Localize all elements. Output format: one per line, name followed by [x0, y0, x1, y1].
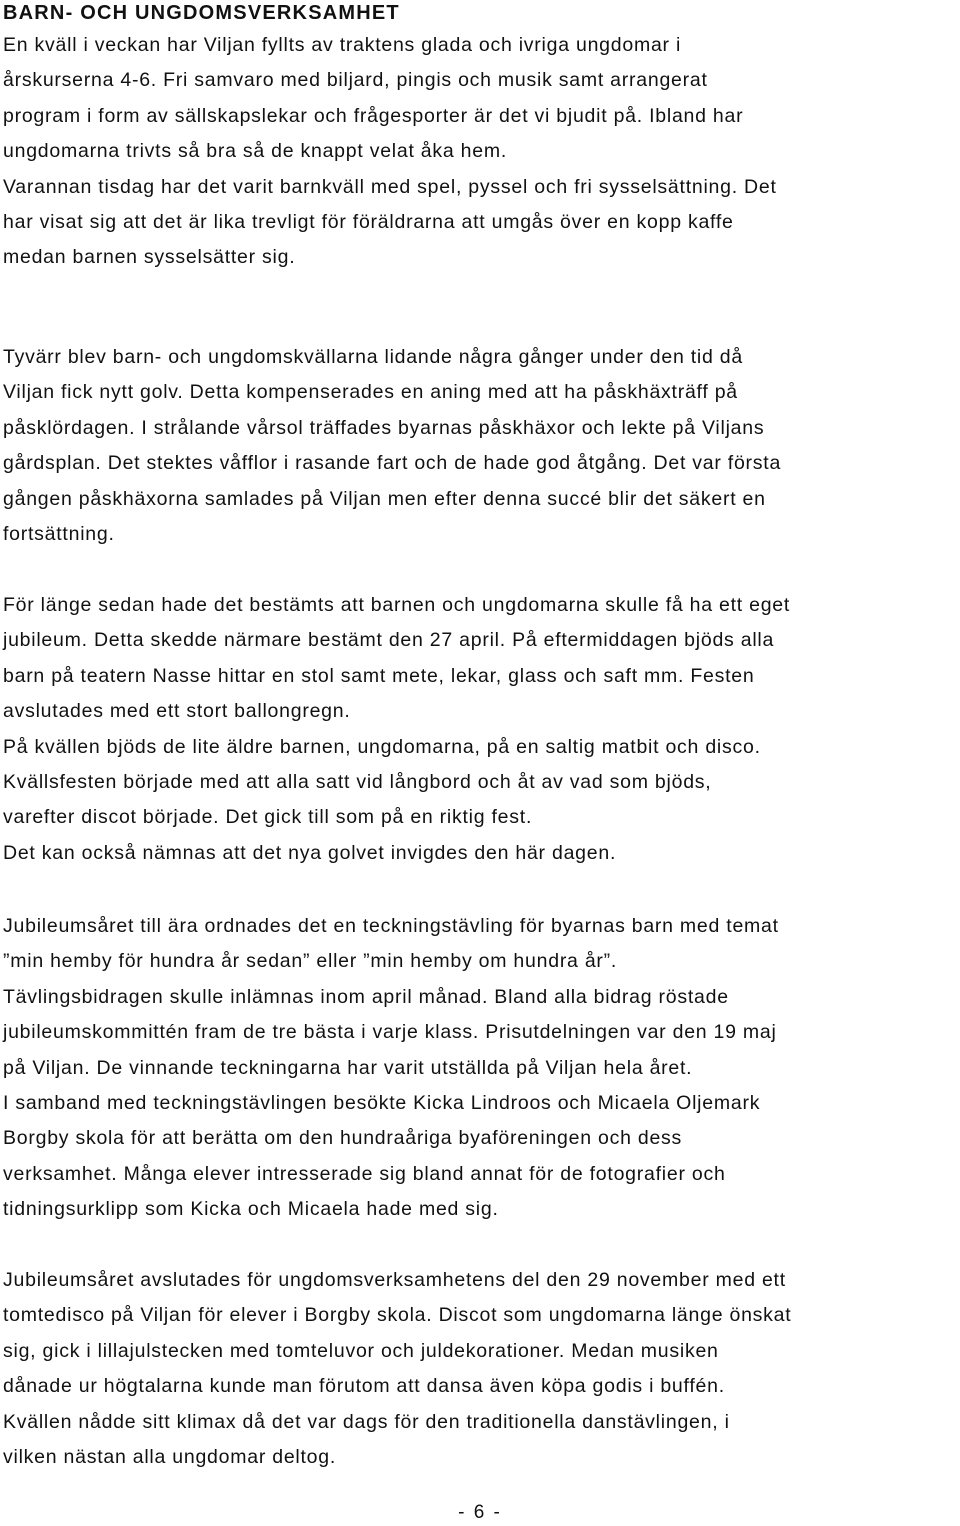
- paragraph-line: verksamhet. Många elever intresserade sig bland annat för de fotografier och: [3, 1162, 726, 1185]
- paragraph-line: Tävlingsbidragen skulle inlämnas inom april månad. Bland alla bidrag röstade: [3, 985, 729, 1008]
- paragraph-5: [3, 1263, 959, 1475]
- paragraph-line: jubileum. Detta skedde närmare bestämt den 27 april. På eftermiddagen bjöds alla: [3, 629, 775, 652]
- paragraph-line: har visat sig att det är lika trevligt för föräldrarna att umgås över en kopp kaffe: [3, 210, 734, 233]
- paragraph-4: [3, 909, 959, 1228]
- paragraph-line: jubileumskommittén fram de tre bästa i varje klass. Prisutdelningen var den 19 maj: [3, 1021, 777, 1044]
- paragraph-line: På kvällen bjöds de lite äldre barnen, ungdomarna, på en saltig matbit och disco.: [3, 735, 761, 758]
- paragraph-line: program i form av sällskapslekar och frågesporter är det vi bjudit på. Ibland har: [3, 104, 744, 127]
- paragraph-line: Kvällsfesten började med att alla satt vid långbord och åt av vad som bjöds,: [3, 770, 712, 793]
- paragraph-line: på Viljan. De vinnande teckningarna har varit utställda på Viljan hela året.: [3, 1056, 693, 1079]
- paragraph-line: För länge sedan hade det bestämts att barnen och ungdomarna skulle få ha ett eget: [3, 594, 791, 616]
- paragraph-line: påsklördagen. I strålande vårsol träffades byarnas påskhäxor och lekte på Viljans: [3, 416, 765, 439]
- paragraph-line: I samband med teckningstävlingen besökte Kicka Lindroos och Micaela Oljemark: [3, 1091, 761, 1114]
- paragraph-line: Det kan också nämnas att det nya golvet invigdes den här dagen.: [3, 841, 617, 864]
- paragraph-line: avslutades med ett stort ballongregn.: [3, 700, 351, 723]
- paragraph-line: sig, gick i lillajulstecken med tomteluvor och juldekorationer. Medan musiken: [3, 1339, 719, 1362]
- paragraph-line: Jubileumsåret till ära ordnades det en teckningstävling för byarnas barn med temat: [3, 915, 779, 937]
- paragraph-3: [3, 588, 959, 871]
- page-heading: BARN- OCH UNGDOMSVERKSAMHET: [3, 2, 400, 24]
- paragraph-line: Varannan tisdag har det varit barnkväll med spel, pyssel och fri sysselsättning. Det: [3, 175, 777, 198]
- paragraph-line: En kväll i veckan har Viljan fyllts av traktens glada och ivriga ungdomar i: [3, 34, 682, 56]
- paragraph-line: tomtedisco på Viljan för elever i Borgby skola. Discot som ungdomarna länge önskat: [3, 1304, 792, 1327]
- paragraph-line: dånade ur högtalarna kunde man förutom att dansa även köpa godis i buffén.: [3, 1375, 725, 1398]
- paragraph-line: Tyvärr blev barn- och ungdomskvällarna lidande några gånger under den tid då: [3, 346, 743, 368]
- paragraph-line: fortsättning.: [3, 522, 115, 545]
- paragraph-line: Jubileumsåret avslutades för ungdomsverksamhetens del den 29 november med ett: [3, 1269, 786, 1291]
- paragraph-line: varefter discot började. Det gick till som på en riktig fest.: [3, 806, 533, 829]
- paragraph-line: Borgby skola för att berätta om den hundraåriga byaföreningen och dess: [3, 1127, 683, 1150]
- page-number: - 6 -: [458, 1502, 502, 1523]
- paragraph-line: barn på teatern Nasse hittar en stol samt mete, lekar, glass och saft mm. Festen: [3, 664, 755, 687]
- paragraph-line: tidningsurklipp som Kicka och Micaela hade med sig.: [3, 1198, 499, 1221]
- paragraph-line: årskurserna 4-6. Fri samvaro med biljard, pingis och musik samt arrangerat: [3, 69, 708, 92]
- paragraph-line: ”min hemby för hundra år sedan” eller ”min hemby om hundra år”.: [3, 950, 618, 973]
- paragraph-2: [3, 340, 959, 552]
- paragraph-line: vilken nästan alla ungdomar deltog.: [3, 1445, 337, 1468]
- paragraph-line: Kvällen nådde sitt klimax då det var dags för den traditionella danstävlingen, i: [3, 1410, 730, 1433]
- paragraph-line: ungdomarna trivts så bra så de knappt velat åka hem.: [3, 140, 508, 163]
- paragraph-line: gången påskhäxorna samlades på Viljan men efter denna succé blir det säkert en: [3, 487, 766, 510]
- paragraph-line: medan barnen sysselsätter sig.: [3, 246, 296, 269]
- paragraph-1: [3, 28, 959, 276]
- paragraph-line: gårdsplan. Det stektes våfflor i rasande fart och de hade god åtgång. Det var första: [3, 452, 782, 475]
- paragraph-line: Viljan fick nytt golv. Detta kompenserades en aning med att ha påskhäxträff på: [3, 381, 738, 404]
